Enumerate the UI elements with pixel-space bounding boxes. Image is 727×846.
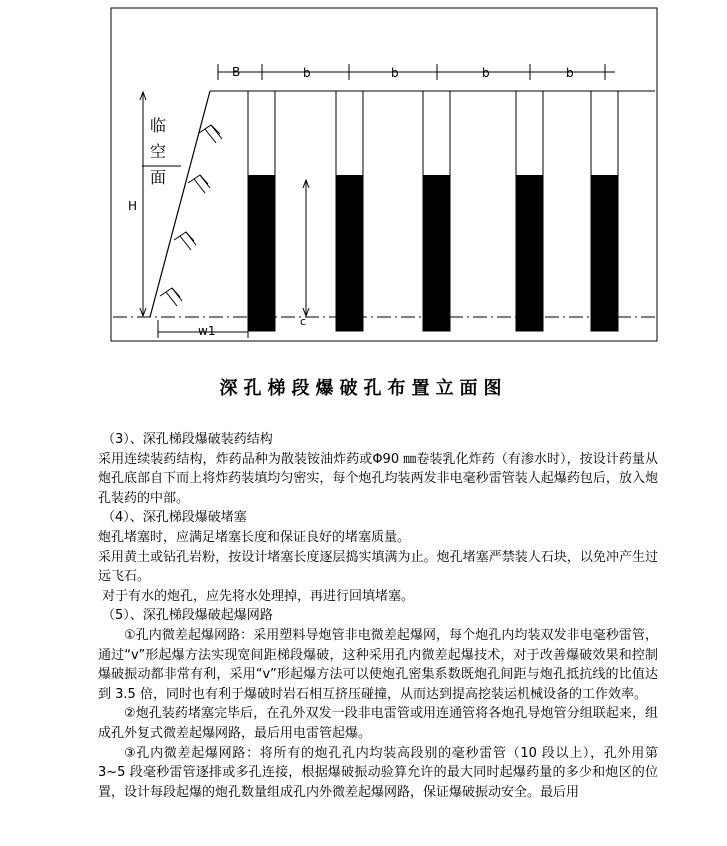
w1-label: w1	[198, 324, 216, 338]
diagram-frame	[111, 8, 657, 341]
paragraph: ②炮孔装药堵塞完毕后，在孔外双发一段非电雷管或用连通管将各炮孔导炮管分组联起来，组成孔外复式微差起爆网路，最后用电雷管起爆。	[98, 706, 658, 741]
blast-hole-3	[423, 91, 450, 331]
free-face-label-3: 面	[150, 168, 167, 187]
subdrill-label: c	[300, 315, 307, 328]
blast-hole-elevation-diagram	[0, 0, 727, 372]
rock-hatching	[160, 125, 222, 306]
paragraph: 炮孔堵塞时，应满足堵塞长度和保证良好的堵塞质量。	[98, 529, 411, 545]
height-label: H	[128, 199, 138, 213]
section-heading-3: （3）、深孔梯段爆破装药结构	[102, 432, 273, 447]
spacing-label-1: b	[303, 66, 311, 80]
section-heading-4: （4）、深孔梯段爆破堵塞	[102, 510, 247, 526]
blast-hole-2	[336, 91, 363, 331]
paragraph: 采用黄土或钻孔岩粉，按设计堵塞长度逐层捣实填满为止。炮孔堵塞严禁装人石块，以免冲产生过远飞石。	[98, 549, 658, 585]
section-heading-5: （5）、深孔梯段爆破起爆网路	[102, 608, 273, 624]
burden-label: B	[232, 65, 241, 79]
paragraph: 对于有水的炮孔，应先将水处理掉，再进行回填堵塞。	[102, 588, 415, 604]
spacing-label-2: b	[391, 66, 399, 80]
paragraph: ③孔内微差起爆网路：将所有的炮孔孔内均装高段别的毫秒雷管（10 段以上），孔外用第 3~5 段毫秒雷管逐排或多孔连接，根据爆破振动验算允许的最大同时起爆药量的多少和炮区的位置，设计每段起爆的炮孔数量组成孔内外微差起爆网路，保证爆破振动安全。最后用	[98, 745, 658, 800]
blast-hole-4	[516, 91, 543, 331]
free-face-label-2: 空	[150, 142, 167, 161]
spacing-label-4: b	[566, 66, 574, 80]
paragraph: ①孔内微差起爆网路：采用塑料导炮管非电微差起爆网，每个炮孔内均装双发非电毫秒雷管，通过“v”形起爆方法实现宽间距梯段爆破，这种采用孔内微差起爆技术，对于改善爆破效果和控制爆破振动都非常有利，采用“v”形起爆方法可以使炮孔密集系数既炮孔间距与炮孔抵抗线的比值达到 3.5 倍，同时也有利于爆破时岩石相互挤压碰撞，从而达到提高挖装运机械设备的工作效率。	[98, 627, 658, 702]
blast-hole-1	[248, 91, 275, 331]
blast-hole-5	[591, 91, 618, 331]
paragraph: 采用连续装药结构，炸药品种为散装铵油炸药或Φ90 ㎜卷装乳化炸药（有渗水时），按设计药量从炮孔底部自下而上将炸药装填均匀密实，每个炮孔均装两发非电毫秒雷管装人起爆药包后，放入炮孔装药的中部。	[98, 451, 658, 506]
figure-caption: 深孔梯段爆破孔布置立面图	[219, 378, 508, 399]
document-body	[98, 430, 658, 802]
free-face-label-1: 临	[150, 116, 167, 135]
spacing-label-3: b	[482, 66, 490, 80]
